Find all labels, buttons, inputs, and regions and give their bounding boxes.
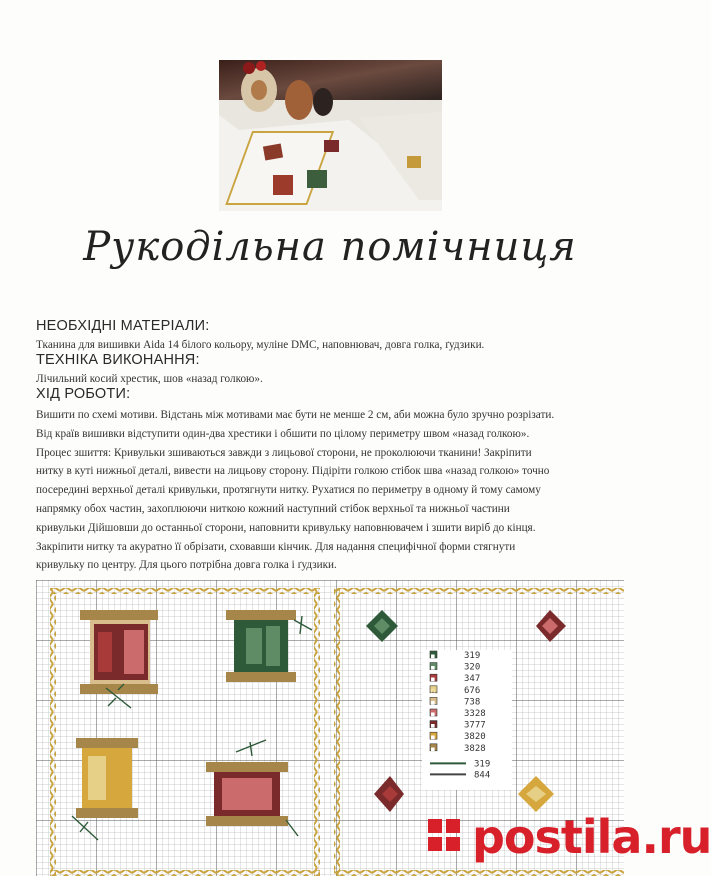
- legend-code: 319: [464, 651, 481, 661]
- materials-text: Тканина для вишивки Aida 14 білого кольору, муліне DMC, наповнювач, довга голка, ґудзики.: [36, 339, 485, 351]
- legend-symbol: ■: [431, 745, 435, 753]
- header-photo: [219, 60, 442, 211]
- legend-code: 347: [464, 674, 481, 685]
- process-line: напрямку обох частин, захоплюючи ниткою кожний наступний стібок верхньої та нижньої частини: [36, 502, 510, 515]
- materials-heading: НЕОБХІДНІ МАТЕРІАЛИ:: [36, 318, 210, 334]
- legend-code: 3328: [464, 709, 486, 719]
- process-line: Від країв вишивки відступити один-два хрестики і обшити по цілому периметру швом «назад голкою».: [36, 427, 530, 440]
- spool-motif-red: [80, 610, 158, 708]
- process-line: посередині верхньої деталі кривульки, протягнути нитку. Рухатися по периметру в одному й тому самому: [36, 484, 541, 497]
- watermark: [426, 806, 711, 868]
- legend-code: 3820: [464, 732, 486, 743]
- legend-code: 3828: [464, 743, 486, 754]
- legend-symbol: ■: [431, 711, 435, 718]
- process-line: нитку в куті нижньої деталі, вивести на лицьову сторону. Підіріти голкою стібок шва «назад голкою» точно: [36, 465, 550, 478]
- backstitch-code: 319: [474, 759, 491, 770]
- page-title: Рукодільна помічниця: [83, 224, 577, 270]
- watermark-text: postila.ru: [472, 810, 711, 864]
- legend-symbol: □: [431, 687, 435, 695]
- legend-symbol: ■: [431, 653, 435, 660]
- legend-symbol: ■: [431, 734, 435, 742]
- process-line: Закріпити нитку та акуратно її обрізати, сховавши кінчик. Для надання специфічної форми стягнути: [36, 540, 516, 553]
- process-line: Вишити по схемі мотиви. Відстань між мотивами має бути не менше 2 см, аби можна було зручно розрізати.: [36, 409, 555, 421]
- legend-code: 676: [464, 685, 481, 696]
- technique-heading: ТЕХНІКА ВИКОНАННЯ:: [36, 352, 200, 368]
- legend-symbol: ■: [431, 722, 435, 730]
- legend-symbol: ■: [431, 676, 435, 684]
- process-text: [36, 406, 622, 575]
- technique-text: Лічильний косий хрестик, шов «назад голкою».: [36, 373, 263, 385]
- legend-symbol: ■: [431, 664, 435, 672]
- legend-code: 738: [464, 697, 481, 708]
- postila-logo-icon: [426, 817, 466, 857]
- process-line: кривульку по центру. Для цього потрібна довга голка і ґудзики.: [36, 559, 337, 572]
- process-heading: ХІД РОБОТИ:: [36, 386, 131, 402]
- backstitch-code: 844: [474, 770, 491, 781]
- legend-code: 320: [464, 662, 481, 673]
- legend-code: 3777: [464, 720, 486, 731]
- process-line: Процес зшиття: Кривульки зшиваються завжди з лицьової сторони, не проколюючи тканини! Закріпити: [36, 446, 532, 459]
- legend-symbol: ■: [431, 699, 435, 707]
- process-line: кривульки Дійшовши до останньої сторони, наповнити кривульку наповнювачем і зшити виріб до кінця.: [36, 521, 536, 534]
